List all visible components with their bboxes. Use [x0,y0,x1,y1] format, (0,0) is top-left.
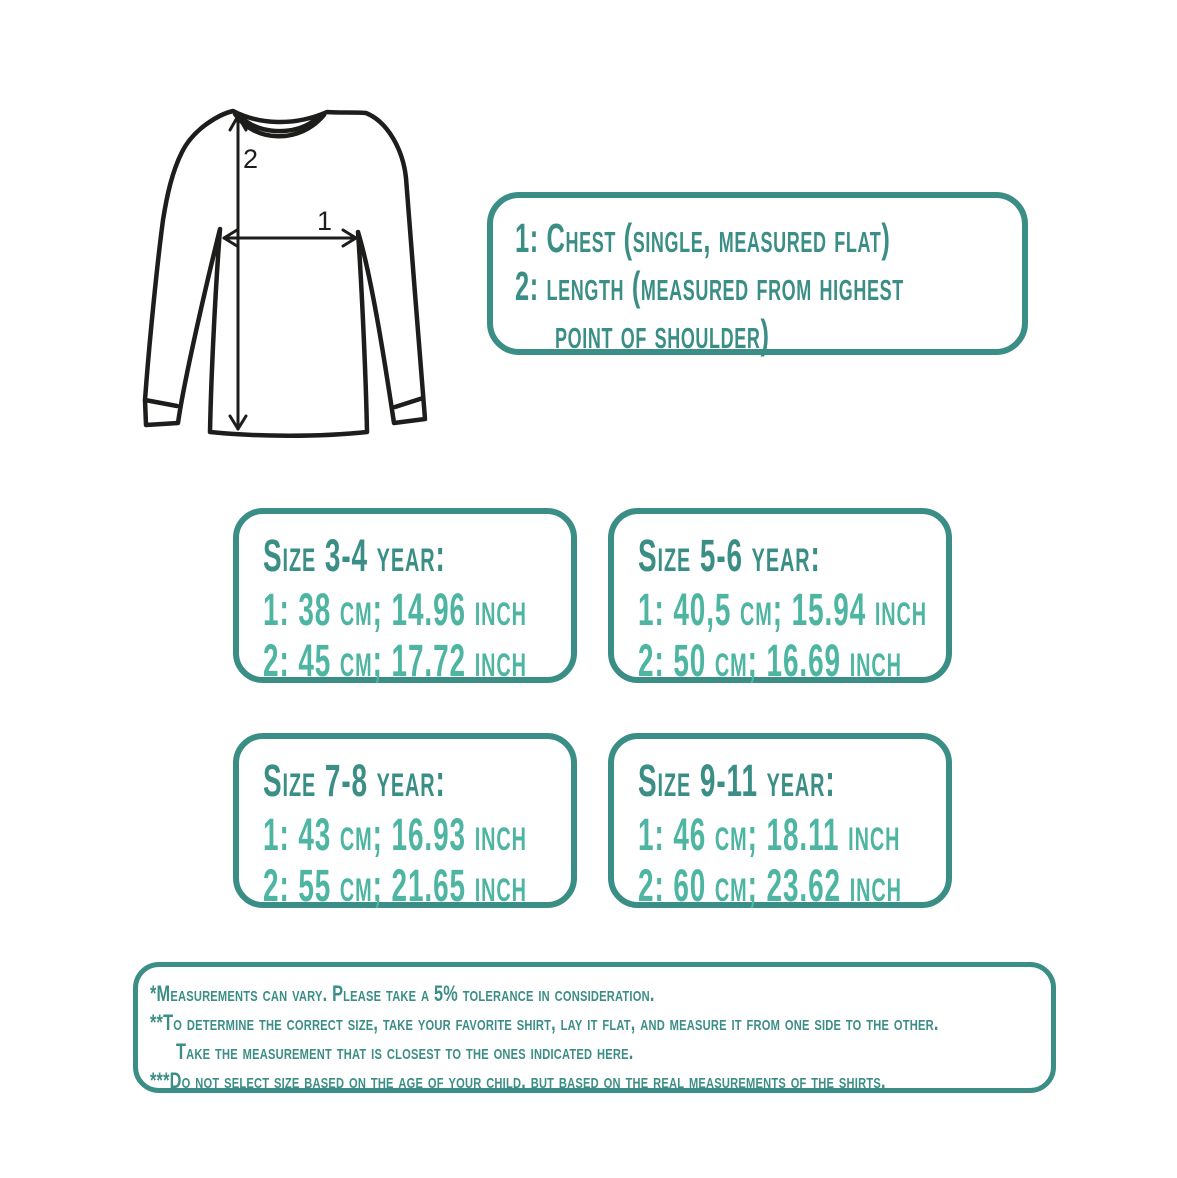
size-card-9-11-year [608,733,952,911]
size-card-chest: 1: 38 cm; 14.96 inch [263,584,527,635]
size-card-chest: 1: 43 cm; 16.93 inch [263,809,527,860]
footnote-tolerance: *Measurements can vary. Please take a 5% tolerance in consideration. [150,981,655,1006]
size-card-length: 2: 60 cm; 23.62 inch [638,860,902,911]
size-card-5-6-year [608,508,952,686]
size-card-chest: 1: 40,5 cm; 15.94 inch [638,584,928,635]
footnote-how-to-measure-cont: Take the measurement that is closest to the ones indicated here. [176,1039,634,1064]
footnote-how-to-measure: **To determine the correct size, take your favorite shirt, lay it flat, and measure it from one side to the other. [150,1010,939,1035]
legend-line-length-cont: point of shoulder) [555,311,770,357]
size-card-length: 2: 55 cm; 21.65 inch [263,860,527,911]
chest-arrow-label: 1 [317,206,333,236]
chest-arrow [224,230,356,246]
size-card-title: Size 7-8 year: [263,755,446,806]
legend-line-chest: 1: Chest (single, measured flat) [515,215,891,261]
legend-line-length: 2: length (measured from highest [515,263,904,309]
size-card-title: Size 5-6 year: [638,530,821,581]
size-card-title: Size 3-4 year: [263,530,446,581]
length-arrow-label: 2 [243,144,259,174]
size-card-title: Size 9-11 year: [638,755,836,806]
shirt-outline [145,111,425,436]
size-card-3-4-year [233,508,577,686]
shirt-diagram [120,80,480,460]
legend-box [487,192,1028,355]
size-card-length: 2: 50 cm; 16.69 inch [638,635,902,686]
size-card-length: 2: 45 cm; 17.72 inch [263,635,527,686]
size-card-7-8-year [233,733,577,911]
size-card-chest: 1: 46 cm; 18.11 inch [638,809,901,860]
footnote-box [133,962,1056,1093]
right-cuff-line [395,398,423,407]
left-cuff-line [145,400,177,406]
footnote-age-warning: ***Do not select size based on the age of your child, but based on the real measurements of the shirts. [150,1068,886,1093]
